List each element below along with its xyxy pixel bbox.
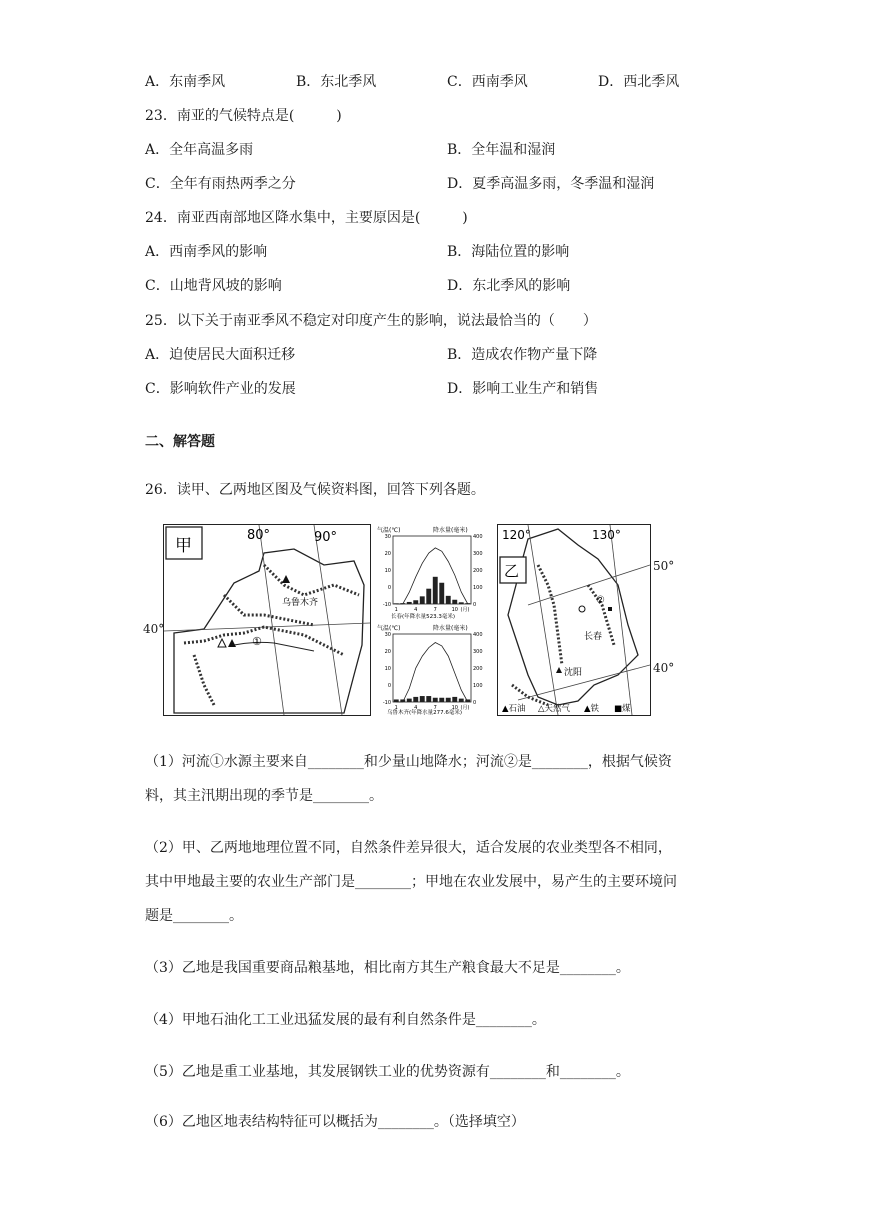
chart-bottom-precip-tick: 100 [473, 683, 483, 689]
chart-bottom-precip-bar [459, 699, 464, 702]
chart-top-temp-tick: -10 [382, 602, 391, 608]
chart-bottom-precip-tick: 300 [473, 649, 483, 655]
map-jia-city: 乌鲁木齐 [282, 598, 319, 608]
map-jia-lon-90: 90° [314, 530, 338, 545]
chart-bottom-precip-tick: 400 [473, 632, 483, 638]
chart-top-x-tick: 7 [433, 607, 437, 613]
q23-option-a: A．全年高温多雨 [145, 142, 254, 158]
chart-top-precip-tick: 0 [473, 602, 477, 608]
chart-top-temp-tick: 30 [384, 534, 391, 540]
map-yi-city-shenyang: 沈阳 [564, 668, 583, 678]
chart-bottom-precip-bar [413, 697, 418, 702]
legend-gas: △天然气 [538, 704, 571, 714]
q23-option-c: C．全年有雨热两季之分 [145, 176, 296, 192]
chart-top-precip-bar [459, 602, 464, 604]
map-jia-lat-40: 40° [143, 622, 165, 636]
q24-option-a: A．西南季风的影响 [145, 244, 268, 260]
map-jia-label: 甲 [175, 536, 192, 556]
q26-sub5: （5）乙地是重工业基地，其发展钢铁工业的优势资源有________和________。 [145, 1064, 630, 1080]
chart-bottom-x-tick: 4 [414, 705, 418, 711]
section-title: 二、解答题 [145, 434, 215, 450]
q26-sub1-line2: 料，其主汛期出现的季节是________。 [145, 788, 383, 804]
chart-top-precip-bar [413, 600, 418, 604]
q22-option-b: B．东北季风 [296, 74, 377, 90]
q22-option-d: D．西北季风 [598, 74, 680, 90]
chart-bottom-precip-bar [407, 699, 412, 702]
chart-bottom-temp-line [396, 643, 468, 703]
chart-bottom-temp-tick: -10 [382, 700, 391, 706]
chart-top-temp-tick: 0 [387, 585, 391, 591]
coal-icon [608, 607, 612, 611]
q23-stem: 23．南亚的气候特点是( ) [145, 108, 342, 124]
gas-icon [218, 639, 226, 647]
q23-option-d: D．夏季高温多雨，冬季温和湿润 [447, 176, 655, 192]
chart-axis-right: 降水量(毫米) [433, 527, 468, 534]
chart-top-temp-tick: 20 [384, 551, 391, 557]
q26-sub2-line1: （2）甲、乙两地地理位置不同，自然条件差异很大，适合发展的农业类型各不相同， [145, 840, 672, 856]
q25-option-a: A．迫使居民大面积迁移 [145, 347, 296, 363]
chart-top-frame [393, 536, 471, 604]
chart-bottom-temp-tick: 10 [384, 666, 391, 672]
q26-sub1-line1: （1）河流①水源主要来自________和少量山地降水；河流②是________，根据气候资 [145, 754, 672, 770]
chart-top-caption: 长春(年降水量523.3毫米) [391, 614, 456, 620]
q26-sub4: （4）甲地石油化工工业迅猛发展的最有利自然条件是________。 [145, 1012, 546, 1028]
chart-bottom-frame [393, 634, 471, 702]
legend-oil: ▲石油 [502, 704, 526, 714]
chart-top-x-tick: (月) [460, 607, 470, 613]
chart-top-precip-tick: 400 [473, 534, 483, 540]
q25-stem: 25．以下关于南亚季风不稳定对印度产生的影响，说法最恰当的（ ） [145, 313, 597, 329]
chart-top-precip-tick: 200 [473, 568, 483, 574]
chart-bottom-x-tick: (月) [460, 705, 470, 711]
map-yi-lat-40: 40° [653, 661, 675, 675]
chart-top-precip-bar [420, 596, 425, 604]
chart-bottom-x-tick: 10 [451, 705, 458, 711]
chart-top-temp-tick: 10 [384, 568, 391, 574]
q26-sub2-line2: 其中甲地最主要的农业生产部门是________；甲地在农业发展中，易产生的主要环境问 [145, 874, 677, 890]
map-jia-lon-80: 80° [247, 528, 271, 543]
q22-option-a: A．东南季风 [145, 74, 226, 90]
chart-bottom-precip-bar [446, 698, 451, 702]
q24-stem: 24．南亚西南部地区降水集中，主要原因是( ) [145, 210, 468, 226]
chart-axis-right-2: 降水量(毫米) [433, 625, 468, 632]
chart-top-precip-bar [407, 602, 412, 604]
q24-option-d: D．东北季风的影响 [447, 278, 571, 294]
map-jia-river-mark: ① [252, 635, 262, 648]
chart-bottom-precip-tick: 0 [473, 700, 477, 706]
chart-top-precip-bar [426, 589, 431, 604]
chart-bottom-x-tick: 7 [433, 705, 437, 711]
chart-top-precip-bar [433, 577, 438, 604]
map-yi-lat-50: 50° [653, 559, 675, 573]
chart-bottom-precip-bar [452, 697, 457, 702]
oil-icon [228, 639, 236, 647]
chart-top-precip-bar [439, 583, 444, 604]
chart-bottom-precip-bar [439, 698, 444, 702]
q26-stem: 26．读甲、乙两地区图及气候资料图，回答下列各题。 [145, 482, 485, 498]
map-yi-lon-130: 130° [592, 528, 621, 542]
oil-icon [282, 575, 290, 583]
chart-bottom-temp-tick: 0 [387, 683, 391, 689]
chart-axis-left: 气温(℃) [377, 527, 401, 534]
chart-bottom-temp-tick: 30 [384, 632, 391, 638]
chart-top-x-tick: 10 [451, 607, 458, 613]
map-yi-lon-120: 120° [502, 528, 531, 542]
q22-option-c: C．西南季风 [447, 74, 528, 90]
q26-figure [143, 520, 721, 718]
q25-option-c: C．影响软件产业的发展 [145, 381, 296, 397]
chart-axis-left-2: 气温(℃) [377, 625, 401, 632]
map-yi-river-mark: ② [596, 595, 605, 606]
map-yi-city-changchun: 长春 [584, 632, 603, 642]
q25-option-d: D．影响工业生产和销售 [447, 381, 599, 397]
chart-top-precip-bar [446, 596, 451, 604]
chart-bottom-temp-tick: 20 [384, 649, 391, 655]
chart-bottom-precip-tick: 200 [473, 666, 483, 672]
chart-top-precip-bar [452, 600, 457, 604]
chart-bottom-precip-bar [433, 698, 438, 702]
iron-icon [556, 667, 562, 673]
q26-sub2-line3: 题是________。 [145, 908, 243, 924]
map-jia [163, 524, 371, 716]
q24-option-b: B．海陆位置的影响 [447, 244, 570, 260]
chart-top-precip-tick: 300 [473, 551, 483, 557]
climate-charts [377, 524, 487, 716]
legend-coal: ■煤 [614, 704, 631, 714]
chart-top-temp-line [396, 548, 468, 604]
chart-bottom-x-tick: 1 [394, 705, 398, 711]
q25-option-b: B．造成农作物产量下降 [447, 347, 598, 363]
map-yi-label: 乙 [504, 562, 520, 580]
chart-top-x-tick: 1 [394, 607, 398, 613]
chart-bottom-caption: 乌鲁木齐(年降水量277.6毫米) [387, 710, 463, 716]
legend-iron: ▲铁 [584, 704, 600, 714]
map-yi [497, 524, 651, 716]
chart-top-x-tick: 4 [414, 607, 418, 613]
chart-bottom-precip-bar [426, 696, 431, 702]
chart-top-precip-tick: 100 [473, 585, 483, 591]
q24-option-c: C．山地背风坡的影响 [145, 278, 282, 294]
chart-bottom-precip-bar [420, 696, 425, 702]
q26-sub3: （3）乙地是我国重要商品粮基地，相比南方其生产粮食最大不足是________。 [145, 960, 630, 976]
q23-option-b: B．全年温和湿润 [447, 142, 556, 158]
q26-sub6: （6）乙地区地表结构特征可以概括为________。（选择填空） [145, 1114, 525, 1130]
